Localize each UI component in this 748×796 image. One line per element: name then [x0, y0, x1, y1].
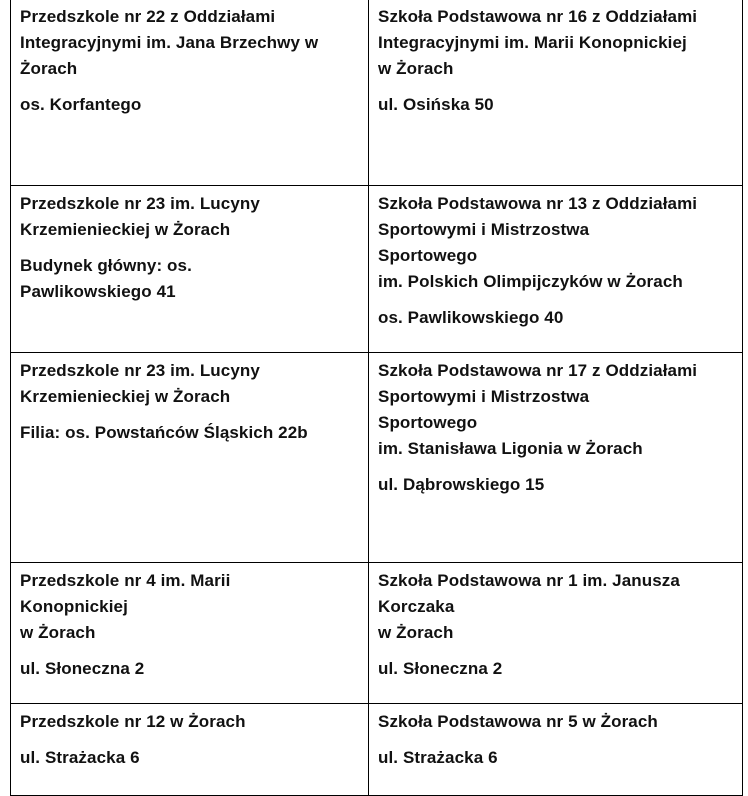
kindergarten-cell	[11, 563, 369, 704]
school-name: Szkoła Podstawowa nr 5 w Żorach	[378, 712, 658, 731]
table-row	[11, 704, 743, 796]
table-row	[11, 563, 743, 704]
kindergarten-address: os. Korfantego	[20, 95, 142, 114]
kindergarten-name: Przedszkole nr 22 z Oddziałami Integracyjnymi im. Jana Brzechwy w Żorach	[20, 7, 319, 78]
kindergarten-cell	[11, 704, 369, 796]
school-cell	[369, 704, 743, 796]
school-cell	[369, 563, 743, 704]
table-row	[11, 353, 743, 563]
school-address: ul. Słoneczna 2	[378, 659, 503, 678]
school-cell	[369, 353, 743, 563]
school-address: ul. Strażacka 6	[378, 748, 498, 767]
table-row	[11, 0, 743, 186]
school-name: Szkoła Podstawowa nr 1 im. Janusza Korczaka w Żorach	[378, 571, 680, 642]
kindergarten-cell	[11, 353, 369, 563]
kindergarten-name: Przedszkole nr 23 im. Lucyny Krzemienieckiej w Żorach	[20, 194, 260, 239]
school-address: ul. Dąbrowskiego 15	[378, 475, 545, 494]
kindergarten-cell	[11, 186, 369, 353]
kindergarten-address: ul. Strażacka 6	[20, 748, 140, 767]
school-name: Szkoła Podstawowa nr 16 z Oddziałami Integracyjnymi im. Marii Konopnickiej w Żorach	[378, 7, 698, 78]
kindergarten-name: Przedszkole nr 12 w Żorach	[20, 712, 246, 731]
kindergarten-cell	[11, 0, 369, 186]
kindergarten-address: Budynek główny: os. Pawlikowskiego 41	[20, 256, 192, 301]
school-cell	[369, 0, 743, 186]
kindergarten-name: Przedszkole nr 4 im. Marii Konopnickiej w Żorach	[20, 571, 231, 642]
kindergarten-address: ul. Słoneczna 2	[20, 659, 145, 678]
school-address: ul. Osińska 50	[378, 95, 494, 114]
school-address: os. Pawlikowskiego 40	[378, 308, 564, 327]
kindergarten-name: Przedszkole nr 23 im. Lucyny Krzemienieckiej w Żorach	[20, 361, 260, 406]
kindergarten-school-pairs-table	[10, 0, 743, 796]
school-cell	[369, 186, 743, 353]
school-name: Szkoła Podstawowa nr 17 z Oddziałami Sportowymi i Mistrzostwa Sportowego im. Stanisława Ligonia w Żorach	[378, 361, 698, 458]
school-name: Szkoła Podstawowa nr 13 z Oddziałami Sportowymi i Mistrzostwa Sportowego im. Polskich Olimpijczyków w Żorach	[378, 194, 698, 291]
table-row	[11, 186, 743, 353]
kindergarten-address: Filia: os. Powstańców Śląskich 22b	[20, 423, 308, 442]
